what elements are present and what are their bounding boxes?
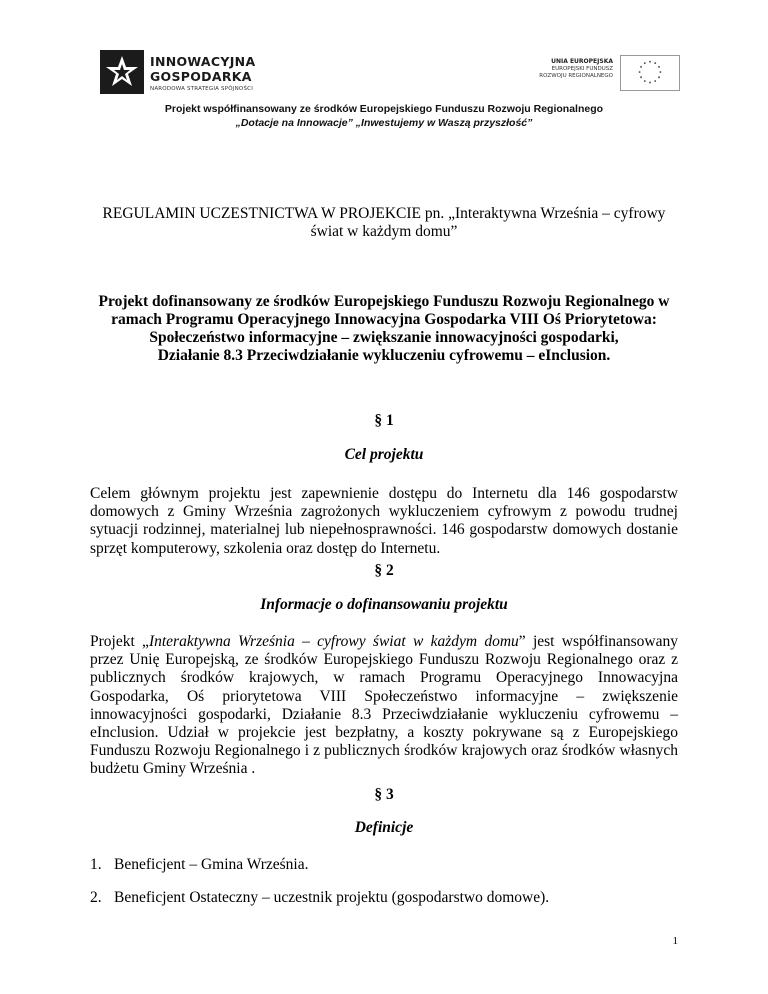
funding-intro-line: Projekt dofinansowany ze środków Europejskiego Funduszu Rozwoju Regionalnego w xyxy=(98,293,670,310)
section-2-number: § 2 xyxy=(374,562,394,579)
innowacyjna-gospodarka-logo xyxy=(100,50,300,100)
funding-intro xyxy=(90,293,678,365)
list-item-number: 1. xyxy=(90,856,102,873)
list-item xyxy=(90,889,678,907)
ig-star-logo-icon xyxy=(100,50,144,94)
section-1-number: § 1 xyxy=(374,412,394,429)
section-3-title: Definicje xyxy=(354,819,414,836)
section-2-title: Informacje o dofinansowaniu projektu xyxy=(260,596,508,613)
list-item-text: Beneficjent – Gmina Września. xyxy=(114,856,309,873)
ig-logo-subtitle: NARODOWA STRATEGIA SPÓJNOŚCI xyxy=(150,86,254,92)
slogan-line: „Dotacje na Innowacje” „Inwestujemy w Waszą przyszłość” xyxy=(235,117,533,129)
section-3-number: § 3 xyxy=(374,786,394,803)
cofinancing-note: Projekt współfinansowany ze środków Europejskiego Funduszu Rozwoju Regionalnego xyxy=(164,103,604,115)
section-2-body-prefix: Projekt „ xyxy=(90,633,149,650)
list-item-number: 2. xyxy=(90,889,102,906)
funding-intro-line: Społeczeństwo informacyjne – zwiększanie innowacyjności gospodarki, xyxy=(149,329,619,346)
section-1-title: Cel projektu xyxy=(344,446,424,463)
funding-intro-line: Działanie 8.3 Przeciwdziałanie wykluczeniu cyfrowemu – eInclusion. xyxy=(157,347,611,364)
eu-logo-line3: ROZWOJU REGIONALNEGO xyxy=(539,73,613,79)
section-1-body: Celem głównym projektu jest zapewnienie dostępu do Internetu dla 146 gospodarstw domowych z Gminy Września zagrożonych wykluczeniem cyfrowym z powodu trudnej sytuacji rodzinnej, materialnej lub niepełnosprawności. 146 gospodarstw domowych dostanie sprzęt komputerowy, szkolenia oraz dostęp do Internetu. xyxy=(90,485,678,557)
ig-logo-line2: GOSPODARKA xyxy=(150,69,252,84)
section-2-body xyxy=(90,633,678,779)
eu-flag-icon xyxy=(620,55,680,91)
document-title: REGULAMIN UCZESTNICTWA W PROJEKCIE pn. „Interaktywna Września – cyfrowy świat w każdym domu” xyxy=(102,205,666,240)
ig-logo-line1: INNOWACYJNA xyxy=(150,54,256,69)
section-2-body-rest: ” jest współfinansowany przez Unię Europejską, ze środków Europejskiego Funduszu Rozwoju Regionalnego oraz z publicznych środków krajowych, w ramach Programu Operacyjnego Innowacyjna Gospodarka, Oś priorytetowa VIII Społeczeństwo informacyjne – zwiększenie innowacyjności gospodarki, Działanie 8.3 Przeciwdziałanie wykluczeniu cyfrowemu – eInclusion. Udział w projekcie jest bezpłatny, a koszty pokrywane są z Europejskiego Funduszu Rozwoju Regionalnego i z publicznych środków krajowych oraz środków własnych budżetu Gminy Września . xyxy=(90,633,678,778)
funding-intro-line: ramach Programu Operacyjnego Innowacyjna Gospodarka VIII Oś Priorytetowa: xyxy=(111,311,657,328)
eu-logo-line1: UNIA EUROPEJSKA xyxy=(551,58,613,65)
eu-logo-text xyxy=(539,58,613,80)
page-number: 1 xyxy=(672,935,678,947)
eu-logo xyxy=(520,55,680,89)
eu-logo-line2: EUROPEJSKI FUNDUSZ xyxy=(551,66,613,72)
list-item-text: Beneficjent Ostateczny – uczestnik projektu (gospodarstwo domowe). xyxy=(114,889,550,906)
section-2-project-name: Interaktywna Września – cyfrowy świat w każdym domu xyxy=(148,633,519,650)
list-item xyxy=(90,856,678,874)
